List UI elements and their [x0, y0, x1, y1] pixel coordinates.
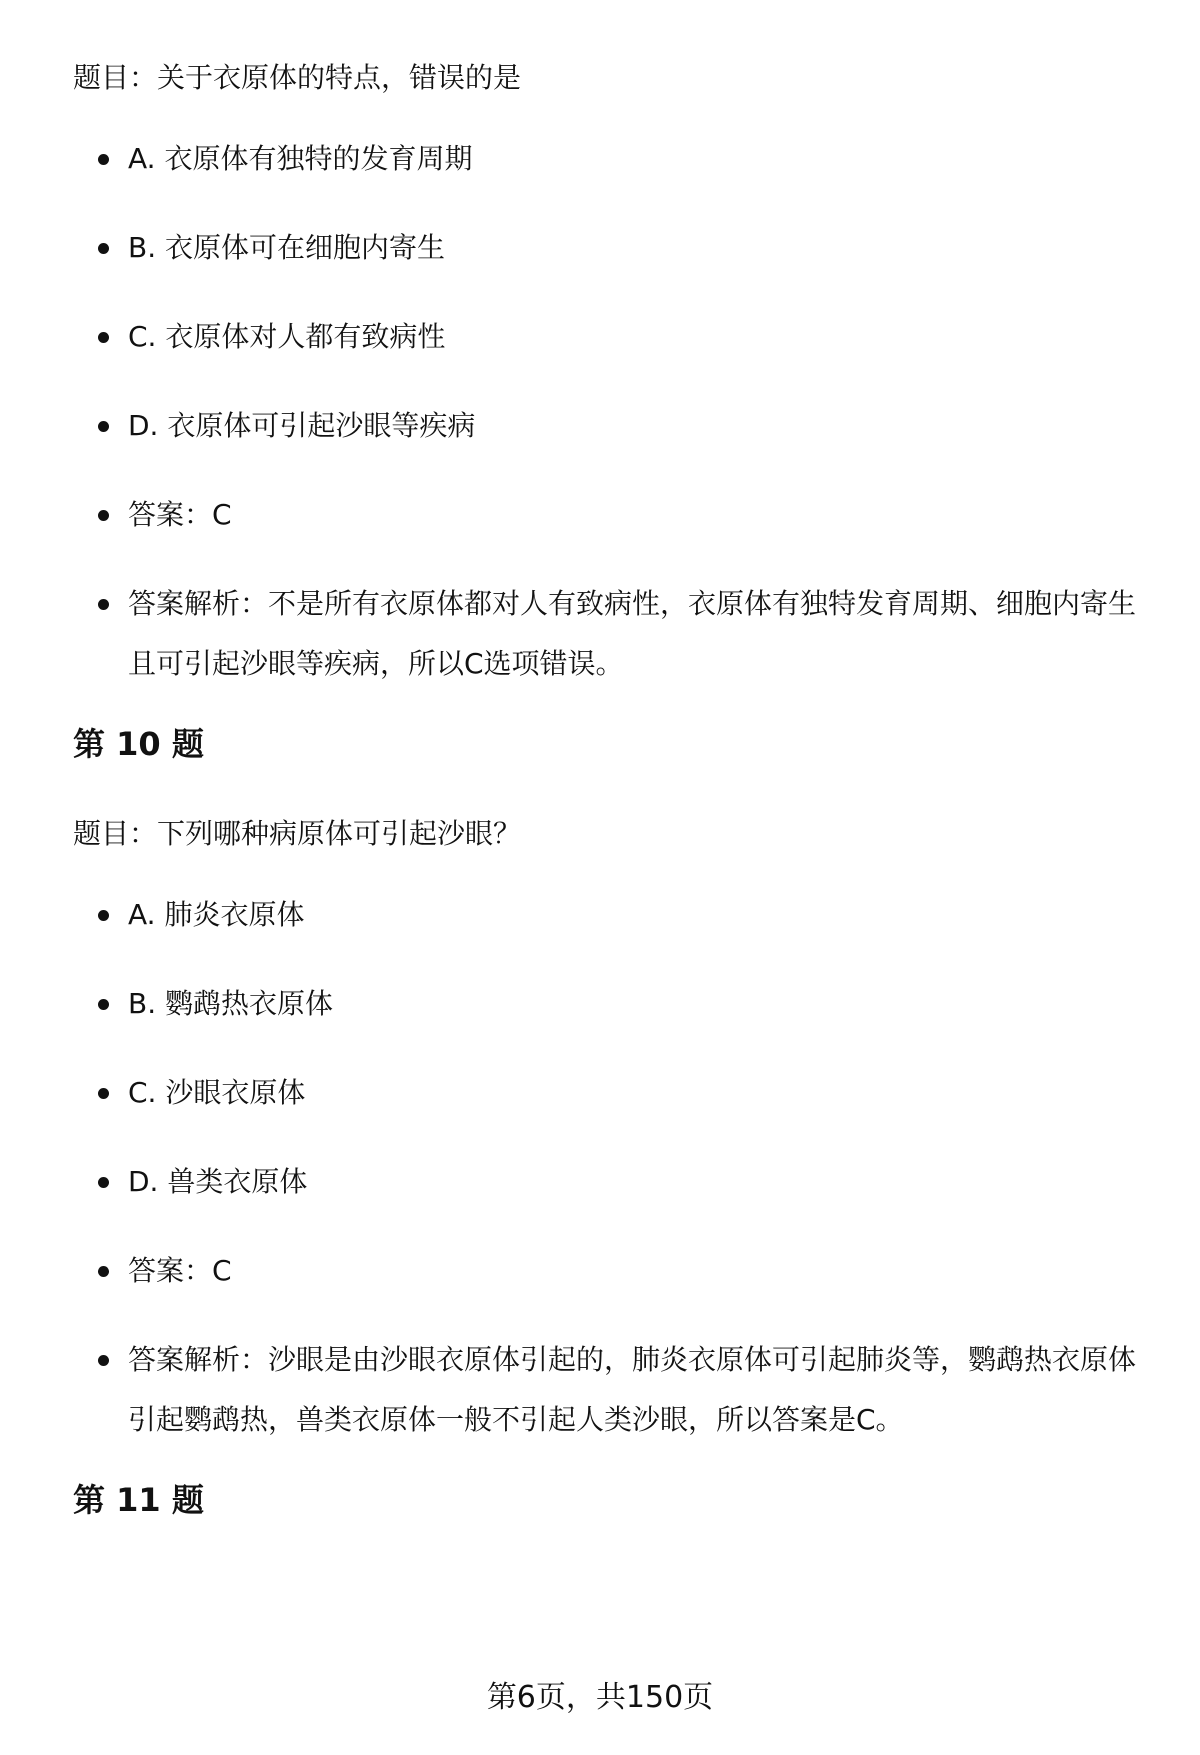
question-heading: 第 11 题	[73, 1481, 204, 1519]
option-d: D. 兽类衣原体	[128, 1162, 1153, 1202]
answer: 答案：C	[128, 495, 1153, 535]
option-list	[73, 895, 1153, 1450]
answer: 答案：C	[128, 1251, 1153, 1291]
question-heading: 第 10 题	[73, 725, 204, 763]
page-footer: 第6页，共150页	[486, 1680, 714, 1715]
option-c: C. 衣原体对人都有致病性	[128, 317, 1153, 357]
option-b: B. 衣原体可在细胞内寄生	[128, 228, 1153, 268]
option-d: D. 衣原体可引起沙眼等疾病	[128, 406, 1153, 446]
question-10	[73, 724, 1153, 1450]
page-content	[73, 58, 1153, 1570]
option-list	[73, 139, 1153, 694]
option-b: B. 鹦鹉热衣原体	[128, 984, 1153, 1024]
answer-explanation: 答案解析：不是所有衣原体都对人有致病性，衣原体有独特发育周期、细胞内寄生且可引起沙眼等疾病，所以C选项错误。	[128, 574, 1153, 694]
question-11	[73, 1480, 1153, 1520]
answer-explanation: 答案解析：沙眼是由沙眼衣原体引起的，肺炎衣原体可引起肺炎等，鹦鹉热衣原体引起鹦鹉热，兽类衣原体一般不引起人类沙眼，所以答案是C。	[128, 1330, 1153, 1450]
option-a: A. 肺炎衣原体	[128, 895, 1153, 935]
question-text: 题目：下列哪种病原体可引起沙眼？	[73, 817, 522, 850]
question-9	[73, 58, 1153, 694]
question-text: 题目：关于衣原体的特点，错误的是	[73, 61, 522, 94]
option-a: A. 衣原体有独特的发育周期	[128, 139, 1153, 179]
option-c: C. 沙眼衣原体	[128, 1073, 1153, 1113]
